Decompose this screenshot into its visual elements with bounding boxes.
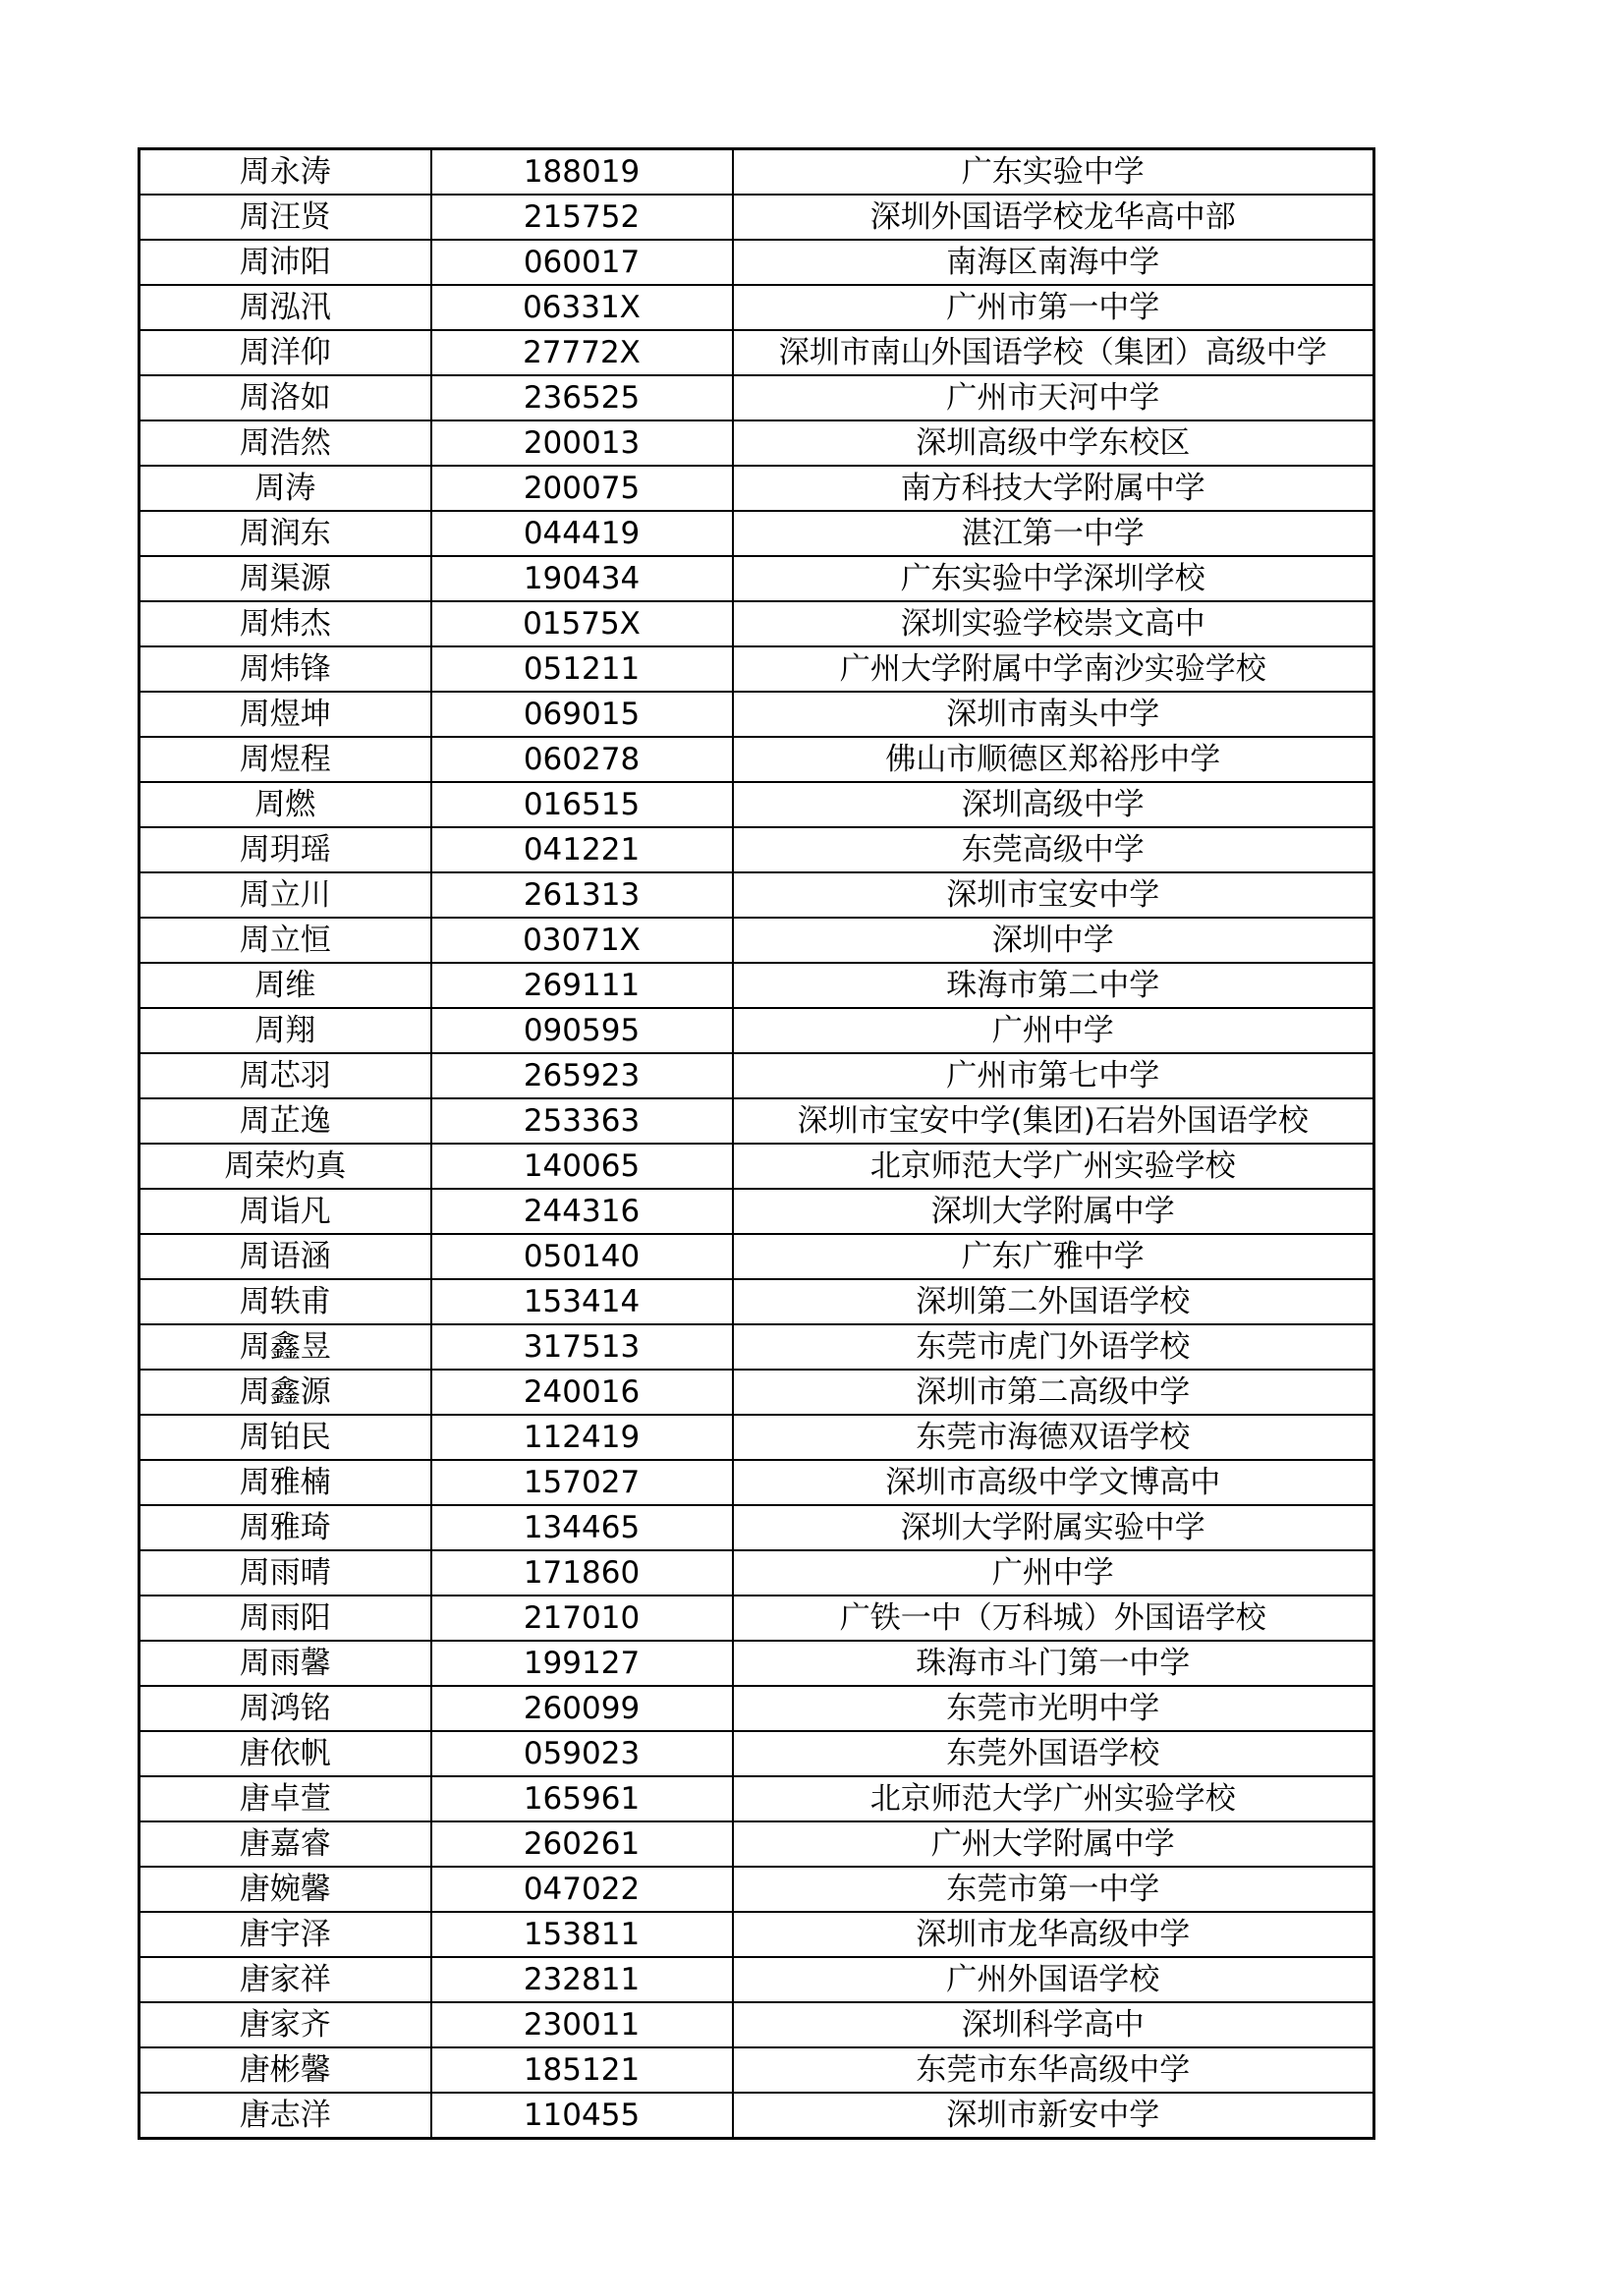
student-name-cell: 周翔 [140,1008,431,1053]
student-id-cell: 090595 [431,1008,733,1053]
school-name-cell: 深圳高级中学 [733,782,1374,827]
table-row [140,1144,1374,1189]
school-name-cell: 广东广雅中学 [733,1234,1374,1279]
school-name-cell: 东莞市东华高级中学 [733,2047,1374,2093]
student-id-cell: 171860 [431,1550,733,1596]
school-name-cell: 深圳市南头中学 [733,692,1374,737]
student-name-cell: 周渠源 [140,556,431,601]
student-id-cell: 165961 [431,1776,733,1821]
student-id-cell: 200075 [431,466,733,511]
table-row [140,1596,1374,1641]
student-name-cell: 唐依帆 [140,1731,431,1776]
student-id-cell: 112419 [431,1415,733,1460]
student-id-cell: 217010 [431,1596,733,1641]
student-id-cell: 230011 [431,2002,733,2047]
student-name-cell: 周雅琦 [140,1505,431,1550]
student-name-cell: 周雨馨 [140,1641,431,1686]
table-row [140,1641,1374,1686]
table-row [140,1460,1374,1505]
school-name-cell: 广东实验中学深圳学校 [733,556,1374,601]
student-id-cell: 157027 [431,1460,733,1505]
table-row [140,1686,1374,1731]
student-name-cell: 周雨阳 [140,1596,431,1641]
school-name-cell: 深圳科学高中 [733,2002,1374,2047]
table-row [140,195,1374,240]
table-row [140,1279,1374,1324]
school-name-cell: 深圳大学附属中学 [733,1189,1374,1234]
table-row [140,1008,1374,1053]
student-name-cell: 周沛阳 [140,240,431,285]
school-name-cell: 南海区南海中学 [733,240,1374,285]
student-name-cell: 周立川 [140,872,431,918]
table-row [140,963,1374,1008]
school-name-cell: 深圳外国语学校龙华高中部 [733,195,1374,240]
student-id-cell: 110455 [431,2093,733,2139]
student-name-cell: 唐嘉睿 [140,1821,431,1867]
table-row [140,646,1374,692]
school-name-cell: 深圳市宝安中学(集团)石岩外国语学校 [733,1098,1374,1144]
school-name-cell: 广州大学附属中学南沙实验学校 [733,646,1374,692]
student-name-cell: 周炜杰 [140,601,431,646]
student-name-cell: 周语涵 [140,1234,431,1279]
table-row [140,872,1374,918]
roster-body [140,149,1374,2139]
student-name-cell: 唐卓萱 [140,1776,431,1821]
student-id-cell: 260261 [431,1821,733,1867]
school-name-cell: 珠海市第二中学 [733,963,1374,1008]
table-row [140,1053,1374,1098]
table-row [140,737,1374,782]
student-name-cell: 唐家齐 [140,2002,431,2047]
student-roster-table [138,147,1375,2140]
student-id-cell: 044419 [431,511,733,556]
table-row [140,1776,1374,1821]
table-row [140,1324,1374,1370]
school-name-cell: 佛山市顺德区郑裕彤中学 [733,737,1374,782]
school-name-cell: 深圳大学附属实验中学 [733,1505,1374,1550]
student-id-cell: 265923 [431,1053,733,1098]
school-name-cell: 湛江第一中学 [733,511,1374,556]
student-id-cell: 215752 [431,195,733,240]
table-row [140,149,1374,196]
school-name-cell: 东莞高级中学 [733,827,1374,872]
school-name-cell: 深圳高级中学东校区 [733,420,1374,466]
table-row [140,2047,1374,2093]
student-id-cell: 190434 [431,556,733,601]
student-id-cell: 188019 [431,149,733,196]
student-name-cell: 周鸿铭 [140,1686,431,1731]
school-name-cell: 东莞市海德双语学校 [733,1415,1374,1460]
student-id-cell: 069015 [431,692,733,737]
student-id-cell: 051211 [431,646,733,692]
table-row [140,1189,1374,1234]
school-name-cell: 深圳市龙华高级中学 [733,1912,1374,1957]
student-name-cell: 周芷逸 [140,1098,431,1144]
student-id-cell: 140065 [431,1144,733,1189]
school-name-cell: 广州市第七中学 [733,1053,1374,1098]
school-name-cell: 广州外国语学校 [733,1957,1374,2002]
student-id-cell: 27772X [431,330,733,375]
school-name-cell: 广州大学附属中学 [733,1821,1374,1867]
student-id-cell: 200013 [431,420,733,466]
table-row [140,1370,1374,1415]
student-id-cell: 269111 [431,963,733,1008]
school-name-cell: 北京师范大学广州实验学校 [733,1144,1374,1189]
student-name-cell: 周洋仰 [140,330,431,375]
student-id-cell: 016515 [431,782,733,827]
school-name-cell: 深圳市第二高级中学 [733,1370,1374,1415]
school-name-cell: 深圳市南山外国语学校（集团）高级中学 [733,330,1374,375]
student-id-cell: 185121 [431,2047,733,2093]
school-name-cell: 广铁一中（万科城）外国语学校 [733,1596,1374,1641]
student-id-cell: 03071X [431,918,733,963]
student-id-cell: 134465 [431,1505,733,1550]
student-name-cell: 周炜锋 [140,646,431,692]
table-row [140,692,1374,737]
student-name-cell: 周鑫昱 [140,1324,431,1370]
student-id-cell: 153414 [431,1279,733,1324]
student-id-cell: 244316 [431,1189,733,1234]
school-name-cell: 东莞市虎门外语学校 [733,1324,1374,1370]
table-row [140,827,1374,872]
table-row [140,511,1374,556]
student-id-cell: 153811 [431,1912,733,1957]
student-name-cell: 周鑫源 [140,1370,431,1415]
table-row [140,1550,1374,1596]
table-row [140,1867,1374,1912]
student-name-cell: 周玥瑶 [140,827,431,872]
student-name-cell: 周维 [140,963,431,1008]
student-name-cell: 唐志洋 [140,2093,431,2139]
school-name-cell: 广州中学 [733,1008,1374,1053]
student-name-cell: 周洛如 [140,375,431,420]
table-row [140,330,1374,375]
student-id-cell: 047022 [431,1867,733,1912]
student-id-cell: 261313 [431,872,733,918]
student-name-cell: 周燃 [140,782,431,827]
student-name-cell: 唐宇泽 [140,1912,431,1957]
table-row [140,1731,1374,1776]
school-name-cell: 东莞市光明中学 [733,1686,1374,1731]
student-name-cell: 周立恒 [140,918,431,963]
student-name-cell: 唐彬馨 [140,2047,431,2093]
student-name-cell: 周诣凡 [140,1189,431,1234]
table-row [140,782,1374,827]
school-name-cell: 深圳实验学校崇文高中 [733,601,1374,646]
student-id-cell: 232811 [431,1957,733,2002]
school-name-cell: 深圳中学 [733,918,1374,963]
student-id-cell: 253363 [431,1098,733,1144]
student-name-cell: 周泓汛 [140,285,431,330]
school-name-cell: 深圳第二外国语学校 [733,1279,1374,1324]
student-name-cell: 周雨晴 [140,1550,431,1596]
school-name-cell: 北京师范大学广州实验学校 [733,1776,1374,1821]
student-name-cell: 周永涛 [140,149,431,196]
table-row [140,1912,1374,1957]
student-id-cell: 050140 [431,1234,733,1279]
table-row [140,1505,1374,1550]
student-id-cell: 240016 [431,1370,733,1415]
student-name-cell: 周浩然 [140,420,431,466]
school-name-cell: 东莞市第一中学 [733,1867,1374,1912]
student-name-cell: 唐婉馨 [140,1867,431,1912]
school-name-cell: 珠海市斗门第一中学 [733,1641,1374,1686]
student-id-cell: 236525 [431,375,733,420]
student-name-cell: 周芯羽 [140,1053,431,1098]
school-name-cell: 广东实验中学 [733,149,1374,196]
table-row [140,1234,1374,1279]
student-name-cell: 周涛 [140,466,431,511]
table-row [140,240,1374,285]
student-name-cell: 周煜坤 [140,692,431,737]
student-id-cell: 01575X [431,601,733,646]
table-row [140,285,1374,330]
table-row [140,556,1374,601]
table-row [140,918,1374,963]
student-id-cell: 059023 [431,1731,733,1776]
school-name-cell: 南方科技大学附属中学 [733,466,1374,511]
student-id-cell: 060278 [431,737,733,782]
student-name-cell: 周煜程 [140,737,431,782]
student-name-cell: 周荣灼真 [140,1144,431,1189]
school-name-cell: 深圳市新安中学 [733,2093,1374,2139]
student-id-cell: 260099 [431,1686,733,1731]
student-name-cell: 周铂民 [140,1415,431,1460]
student-name-cell: 周润东 [140,511,431,556]
table-row [140,420,1374,466]
table-row [140,1821,1374,1867]
student-name-cell: 周轶甫 [140,1279,431,1324]
school-name-cell: 广州市天河中学 [733,375,1374,420]
table-row [140,2002,1374,2047]
student-id-cell: 199127 [431,1641,733,1686]
student-name-cell: 周汪贤 [140,195,431,240]
student-id-cell: 06331X [431,285,733,330]
table-row [140,1957,1374,2002]
table-row [140,2093,1374,2139]
table-row [140,601,1374,646]
table-row [140,375,1374,420]
student-id-cell: 041221 [431,827,733,872]
table-row [140,1415,1374,1460]
student-name-cell: 唐家祥 [140,1957,431,2002]
school-name-cell: 广州市第一中学 [733,285,1374,330]
school-name-cell: 深圳市宝安中学 [733,872,1374,918]
school-name-cell: 深圳市高级中学文博高中 [733,1460,1374,1505]
table-row [140,1098,1374,1144]
table-row [140,466,1374,511]
student-name-cell: 周雅楠 [140,1460,431,1505]
student-id-cell: 060017 [431,240,733,285]
school-name-cell: 广州中学 [733,1550,1374,1596]
student-id-cell: 317513 [431,1324,733,1370]
school-name-cell: 东莞外国语学校 [733,1731,1374,1776]
